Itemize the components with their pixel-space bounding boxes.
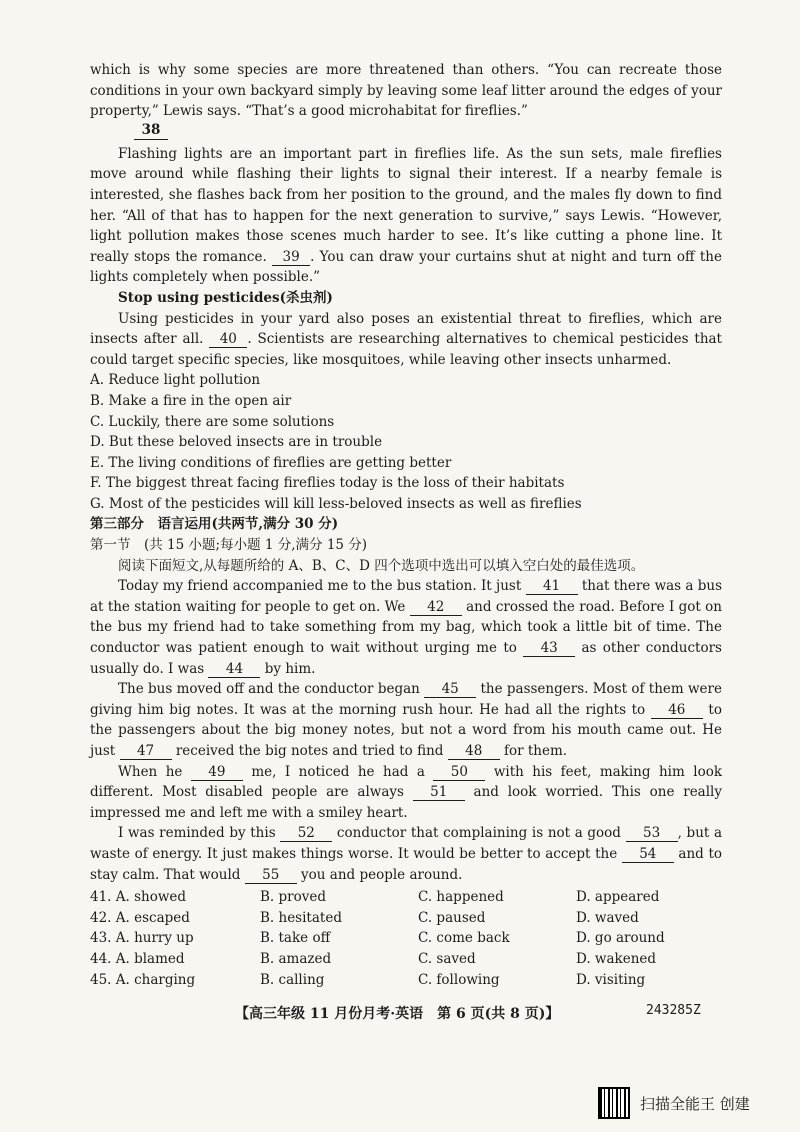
cloze-text: I was reminded by this	[118, 825, 281, 842]
passage-text: Using pesticides in your yard also poses an existential threat to fireflies, which are insects after all.	[90, 310, 722, 348]
choice-c: C. come back	[418, 930, 510, 947]
cloze-text: to the passengers about the big money notes, but not a word from his mouth came out. He just	[90, 701, 722, 759]
option-b: B. Make a fire in the open air	[90, 392, 292, 409]
option-g: G. Most of the pesticides will kill less-beloved insects as well as fireflies	[90, 495, 582, 512]
choice-b: B. take off	[260, 930, 331, 947]
choice-c: C. following	[418, 971, 500, 988]
choice-b: B. calling	[260, 971, 325, 988]
passage-text: . Scientists are researching alternatives to chemical pesticides that could target specific species, like mosquitoes, while leaving other insects unharmed.	[90, 331, 722, 368]
question-50-blank: 50	[433, 764, 485, 781]
passage-text: . You can draw your curtains shut at night and turn off the lights completely when possible.”	[90, 248, 722, 286]
question-40-blank: 40	[209, 331, 247, 348]
instruction: 阅读下面短文,从每题所给的 A、B、C、D 四个选项中选出可以填入空白处的最佳选项。	[118, 557, 645, 574]
choice-c: C. saved	[418, 950, 476, 967]
section-heading: Stop using pesticides(杀虫剂)	[118, 289, 333, 306]
question-55-blank: 55	[245, 867, 297, 884]
cloze-text: and crossed the road. Before I got on the bus my friend had to take something from my bag, which took a little bit of time. The conductor was patient enough to wait without urging me to	[90, 598, 723, 657]
cloze-paragraph	[90, 823, 722, 885]
choice-row-43	[90, 928, 722, 949]
page-footer	[0, 1003, 800, 1023]
footer-title: 【高三年级 11 月份月考·英语 第 6 页(共 8 页)】	[235, 1006, 560, 1022]
question-51-blank: 51	[413, 784, 465, 801]
option-d: D. But these beloved insects are in trouble	[90, 434, 383, 451]
cloze-text: me, I noticed he had a	[242, 763, 434, 780]
cloze-text: by him.	[260, 660, 316, 677]
question-44-blank: 44	[208, 661, 260, 678]
footer-code: 243285Z	[646, 1003, 701, 1018]
question-49-blank: 49	[191, 764, 243, 781]
passage-paragraph	[90, 309, 722, 371]
choice-row-42	[90, 908, 722, 929]
cloze-text: , but a waste of energy. It just makes things worse. It would be better to accept the	[90, 825, 723, 862]
cloze-paragraph	[90, 762, 722, 824]
cloze-text: you and people around.	[296, 866, 463, 883]
choice-d: D. appeared	[576, 889, 660, 906]
cloze-text: The bus moved off and the conductor began	[118, 681, 425, 698]
cloze-text: for them.	[499, 743, 568, 759]
cloze-text: with his feet, making him look different. Most disabled people are always	[90, 763, 723, 801]
choice-a: 41. A. showed	[90, 889, 187, 906]
choice-d: D. go around	[576, 930, 665, 947]
passage-paragraph: which is why some species are more threatened than others. “You can recreate those conditions in your own backyard simply by leaving some leaf litter around the edges of your property,” Lewis says. “That’s a good microhabitat for fireflies.”	[90, 62, 722, 120]
choice-row-44	[90, 949, 722, 970]
option-e: E. The living conditions of fireflies are getting better	[90, 454, 452, 471]
cloze-text: and look worried. This one really impressed me and left me with a smiley heart.	[90, 784, 722, 821]
option-a: A. Reduce light pollution	[90, 372, 261, 389]
part-title: 第三部分 语言运用(共两节,满分 30 分)	[90, 516, 339, 533]
choice-b: B. hesitated	[260, 909, 342, 926]
question-38-blank: 38	[134, 122, 168, 140]
choice-d: D. visiting	[576, 971, 646, 988]
section-title: 第一节 (共 15 小题;每小题 1 分,满分 15 分)	[90, 537, 368, 554]
choice-a: 45. A. charging	[90, 971, 196, 988]
choice-b: B. amazed	[260, 950, 332, 967]
question-47-blank: 47	[120, 743, 172, 760]
answer-choices	[90, 887, 722, 990]
cloze-paragraph	[90, 679, 722, 761]
choice-b: B. proved	[260, 889, 326, 906]
question-41-blank: 41	[526, 578, 578, 595]
choice-d: D. wakened	[576, 950, 657, 967]
scanner-watermark	[598, 1086, 750, 1120]
choice-a: 44. A. blamed	[90, 950, 185, 967]
exam-page	[90, 60, 722, 990]
choice-row-41	[90, 887, 722, 908]
choice-c: C. paused	[418, 909, 486, 926]
question-43-blank: 43	[523, 640, 575, 657]
cloze-text: Today my friend accompanied me to the bus station. It just	[118, 578, 526, 595]
scanner-label: 扫描全能王 创建	[640, 1094, 750, 1113]
cloze-text: When he	[118, 763, 191, 780]
cloze-text: the passengers. Most of them were giving him big notes. It was at the morning rush hour. He had all the rights to	[90, 681, 722, 718]
question-46-blank: 46	[651, 702, 703, 719]
question-52-blank: 52	[280, 825, 332, 842]
qr-code-icon	[598, 1087, 630, 1119]
choice-row-45	[90, 970, 722, 991]
question-45-blank: 45	[424, 681, 476, 698]
option-c: C. Luckily, there are some solutions	[90, 413, 335, 430]
choice-a: 43. A. hurry up	[90, 930, 194, 947]
cloze-text: as other conductors usually do. I was	[90, 640, 722, 677]
passage-paragraph	[90, 144, 722, 288]
cloze-text: received the big notes and tried to find	[171, 743, 448, 759]
choice-a: 42. A. escaped	[90, 909, 190, 926]
question-53-blank: 53	[626, 825, 678, 842]
cloze-text: and to stay calm. That would	[90, 845, 722, 883]
choice-d: D. waved	[576, 909, 639, 926]
cloze-text: that there was a bus at the station waiting for people to get on. We	[90, 578, 722, 615]
passage-text: Flashing lights are an important part in fireflies life. As the sun sets, male fireflies move around while flashing their lights to signal their interest. If a nearby female is interested, she flashes back from her position to the ground, and the males fly down to find her. “All of that has to happen for the next generation to survive,” says Lewis. “However, light pollution makes those scenes much harder to see. It’s like cutting a phone line. It really stops the romance.	[90, 145, 722, 265]
question-42-blank: 42	[410, 599, 462, 616]
question-48-blank: 48	[448, 743, 500, 760]
question-54-blank: 54	[622, 846, 674, 863]
options-list	[90, 370, 722, 514]
cloze-text: conductor that complaining is not a good	[332, 825, 626, 842]
cloze-paragraph	[90, 576, 722, 679]
question-39-blank: 39	[272, 249, 310, 266]
option-f: F. The biggest threat facing fireflies today is the loss of their habitats	[90, 475, 565, 492]
choice-c: C. happened	[418, 889, 504, 906]
